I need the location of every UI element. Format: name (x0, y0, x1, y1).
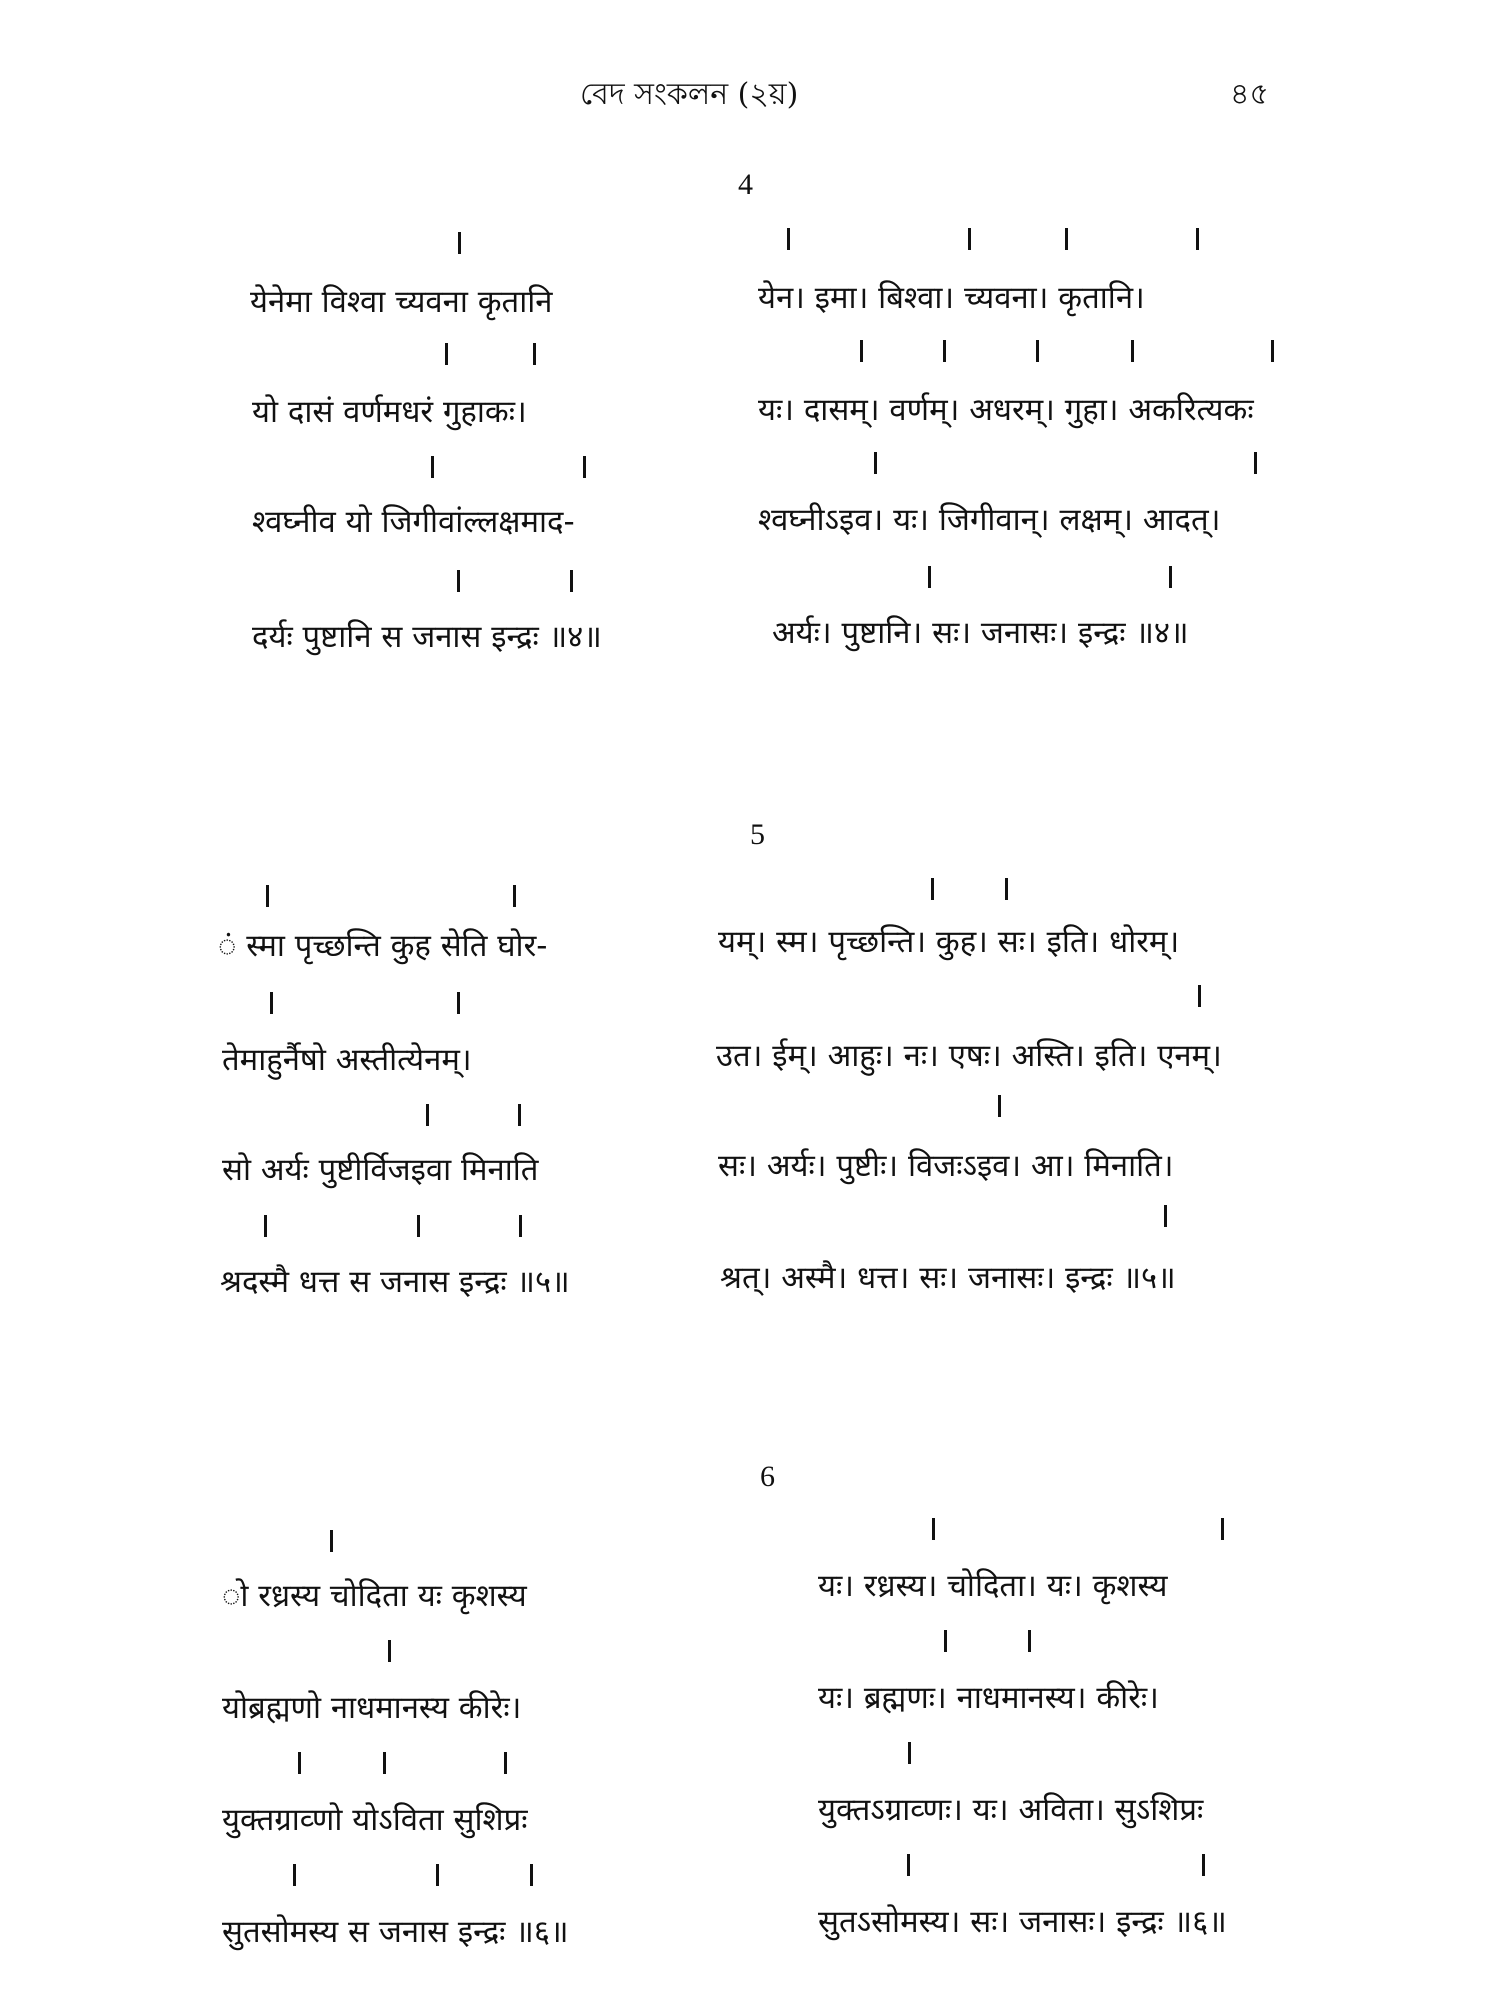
accent-mark (1202, 1854, 1205, 1876)
accent-mark (264, 1215, 267, 1237)
pada-line: श्वघ्नीऽइव। यः। जिगीवान्। लक्षम्। आदत्। (758, 502, 1221, 538)
accent-mark (388, 1640, 391, 1662)
pada-line: येन। इमा। बिश्वा। च्यवना। कृतानि। (758, 280, 1145, 316)
verse-line: योब्रह्मणो नाधमानस्य कीरेः। (222, 1690, 522, 1726)
accent-mark (383, 1752, 386, 1774)
verse-line: ं स्मा पृच्छन्ति कुह सेति घोर- (218, 928, 548, 964)
pada-line: सुतऽसोमस्य। सः। जनासः। इन्द्रः ॥६॥ (818, 1904, 1227, 1940)
verse-number: 6 (760, 1460, 775, 1493)
verse-line: येनेमा विश्वा च्यवना कृतानि (250, 284, 553, 320)
accent-mark (1271, 340, 1274, 362)
accent-mark (266, 885, 269, 907)
verse-line: तेमाहुर्नैषो अस्तीत्येनम्। (222, 1042, 472, 1078)
accent-mark (293, 1864, 296, 1886)
verse-line: ो रध्रस्य चोदिता यः कृशस्य (222, 1578, 527, 1614)
accent-mark (928, 566, 931, 588)
accent-mark (1198, 985, 1201, 1007)
accent-mark (932, 1518, 935, 1540)
accent-mark (426, 1104, 429, 1126)
accent-mark (874, 452, 877, 474)
accent-mark (298, 1752, 301, 1774)
accent-mark (968, 228, 971, 250)
verse-number: 4 (738, 168, 753, 201)
verse-number: 5 (750, 818, 765, 851)
pada-line: युक्तऽग्राव्णः। यः। अविता। सुऽशिप्रः (818, 1792, 1204, 1828)
verse-line: सो अर्यः पुष्टीर्विजइवा मिनाति (222, 1152, 539, 1188)
accent-mark (330, 1530, 333, 1552)
accent-mark (417, 1215, 420, 1237)
verse-line: दर्यः पुष्टानि स जनास इन्द्रः ॥४॥ (252, 619, 602, 655)
accent-mark (1169, 566, 1172, 588)
pada-line: यः। दासम्। वर्णम्। अधरम्। गुहा। अकरित्यकः (758, 392, 1254, 428)
accent-mark (943, 340, 946, 362)
accent-mark (1221, 1518, 1224, 1540)
verse-line: यो दासं वर्णमधरं गुहाकः। (252, 394, 527, 430)
pada-line: सः। अर्यः। पुष्टीः। विजःऽइव। आ। मिनाति। (718, 1148, 1174, 1184)
pada-line: अर्यः। पुष्टानि। सः। जनासः। इन्द्रः ॥४॥ (772, 615, 1189, 651)
accent-mark (445, 343, 448, 365)
accent-mark (1028, 1630, 1031, 1652)
accent-mark (908, 1742, 911, 1764)
accent-mark (436, 1864, 439, 1886)
accent-mark (504, 1752, 507, 1774)
accent-mark (518, 1104, 521, 1126)
accent-mark (787, 228, 790, 250)
pada-line: यः। ब्रह्मणः। नाधमानस्य। कीरेः। (818, 1680, 1159, 1716)
pada-line: यम्। स्म। पृच्छन्ति। कुह। सः। इति। धोरम्। (718, 924, 1180, 960)
running-head (0, 70, 1500, 120)
accent-mark (1005, 878, 1008, 900)
verse-line: श्रदस्मै धत्त स जनास इन्द्रः ॥५॥ (220, 1264, 570, 1300)
accent-mark (1196, 228, 1199, 250)
accent-mark (860, 340, 863, 362)
accent-mark (944, 1630, 947, 1652)
page-number: ৪৫ (1230, 77, 1269, 112)
verse-line: युक्तग्राव्णो योऽविता सुशिप्रः (222, 1802, 528, 1838)
accent-mark (457, 570, 460, 592)
accent-mark (570, 570, 573, 592)
accent-mark (530, 1864, 533, 1886)
accent-mark (907, 1854, 910, 1876)
accent-mark (1164, 1205, 1167, 1227)
accent-mark (998, 1095, 1001, 1117)
accent-mark (513, 885, 516, 907)
accent-mark (270, 992, 273, 1014)
pada-line: यः। रध्रस्य। चोदिता। यः। कृशस्य (818, 1568, 1168, 1604)
pada-line: उत। ईम्। आहुः। नः। एषः। अस्ति। इति। एनम्। (716, 1038, 1222, 1074)
accent-mark (931, 878, 934, 900)
accent-mark (458, 232, 461, 254)
pada-line: श्रत्। अस्मै। धत्त। सः। जनासः। इन्द्रः ॥५॥ (720, 1260, 1176, 1296)
verse-line: श्वघ्नीव यो जिगीवांल्लक्षमाद- (252, 504, 575, 540)
accent-mark (519, 1215, 522, 1237)
accent-mark (1254, 452, 1257, 474)
verse-line: सुतसोमस्य स जनास इन्द्रः ॥६॥ (222, 1914, 569, 1950)
running-title: বেদ সংকলন (২য়) (580, 77, 799, 112)
accent-mark (431, 456, 434, 478)
accent-mark (1065, 228, 1068, 250)
accent-mark (583, 456, 586, 478)
accent-mark (457, 992, 460, 1014)
accent-mark (1131, 340, 1134, 362)
accent-mark (533, 343, 536, 365)
accent-mark (1036, 340, 1039, 362)
